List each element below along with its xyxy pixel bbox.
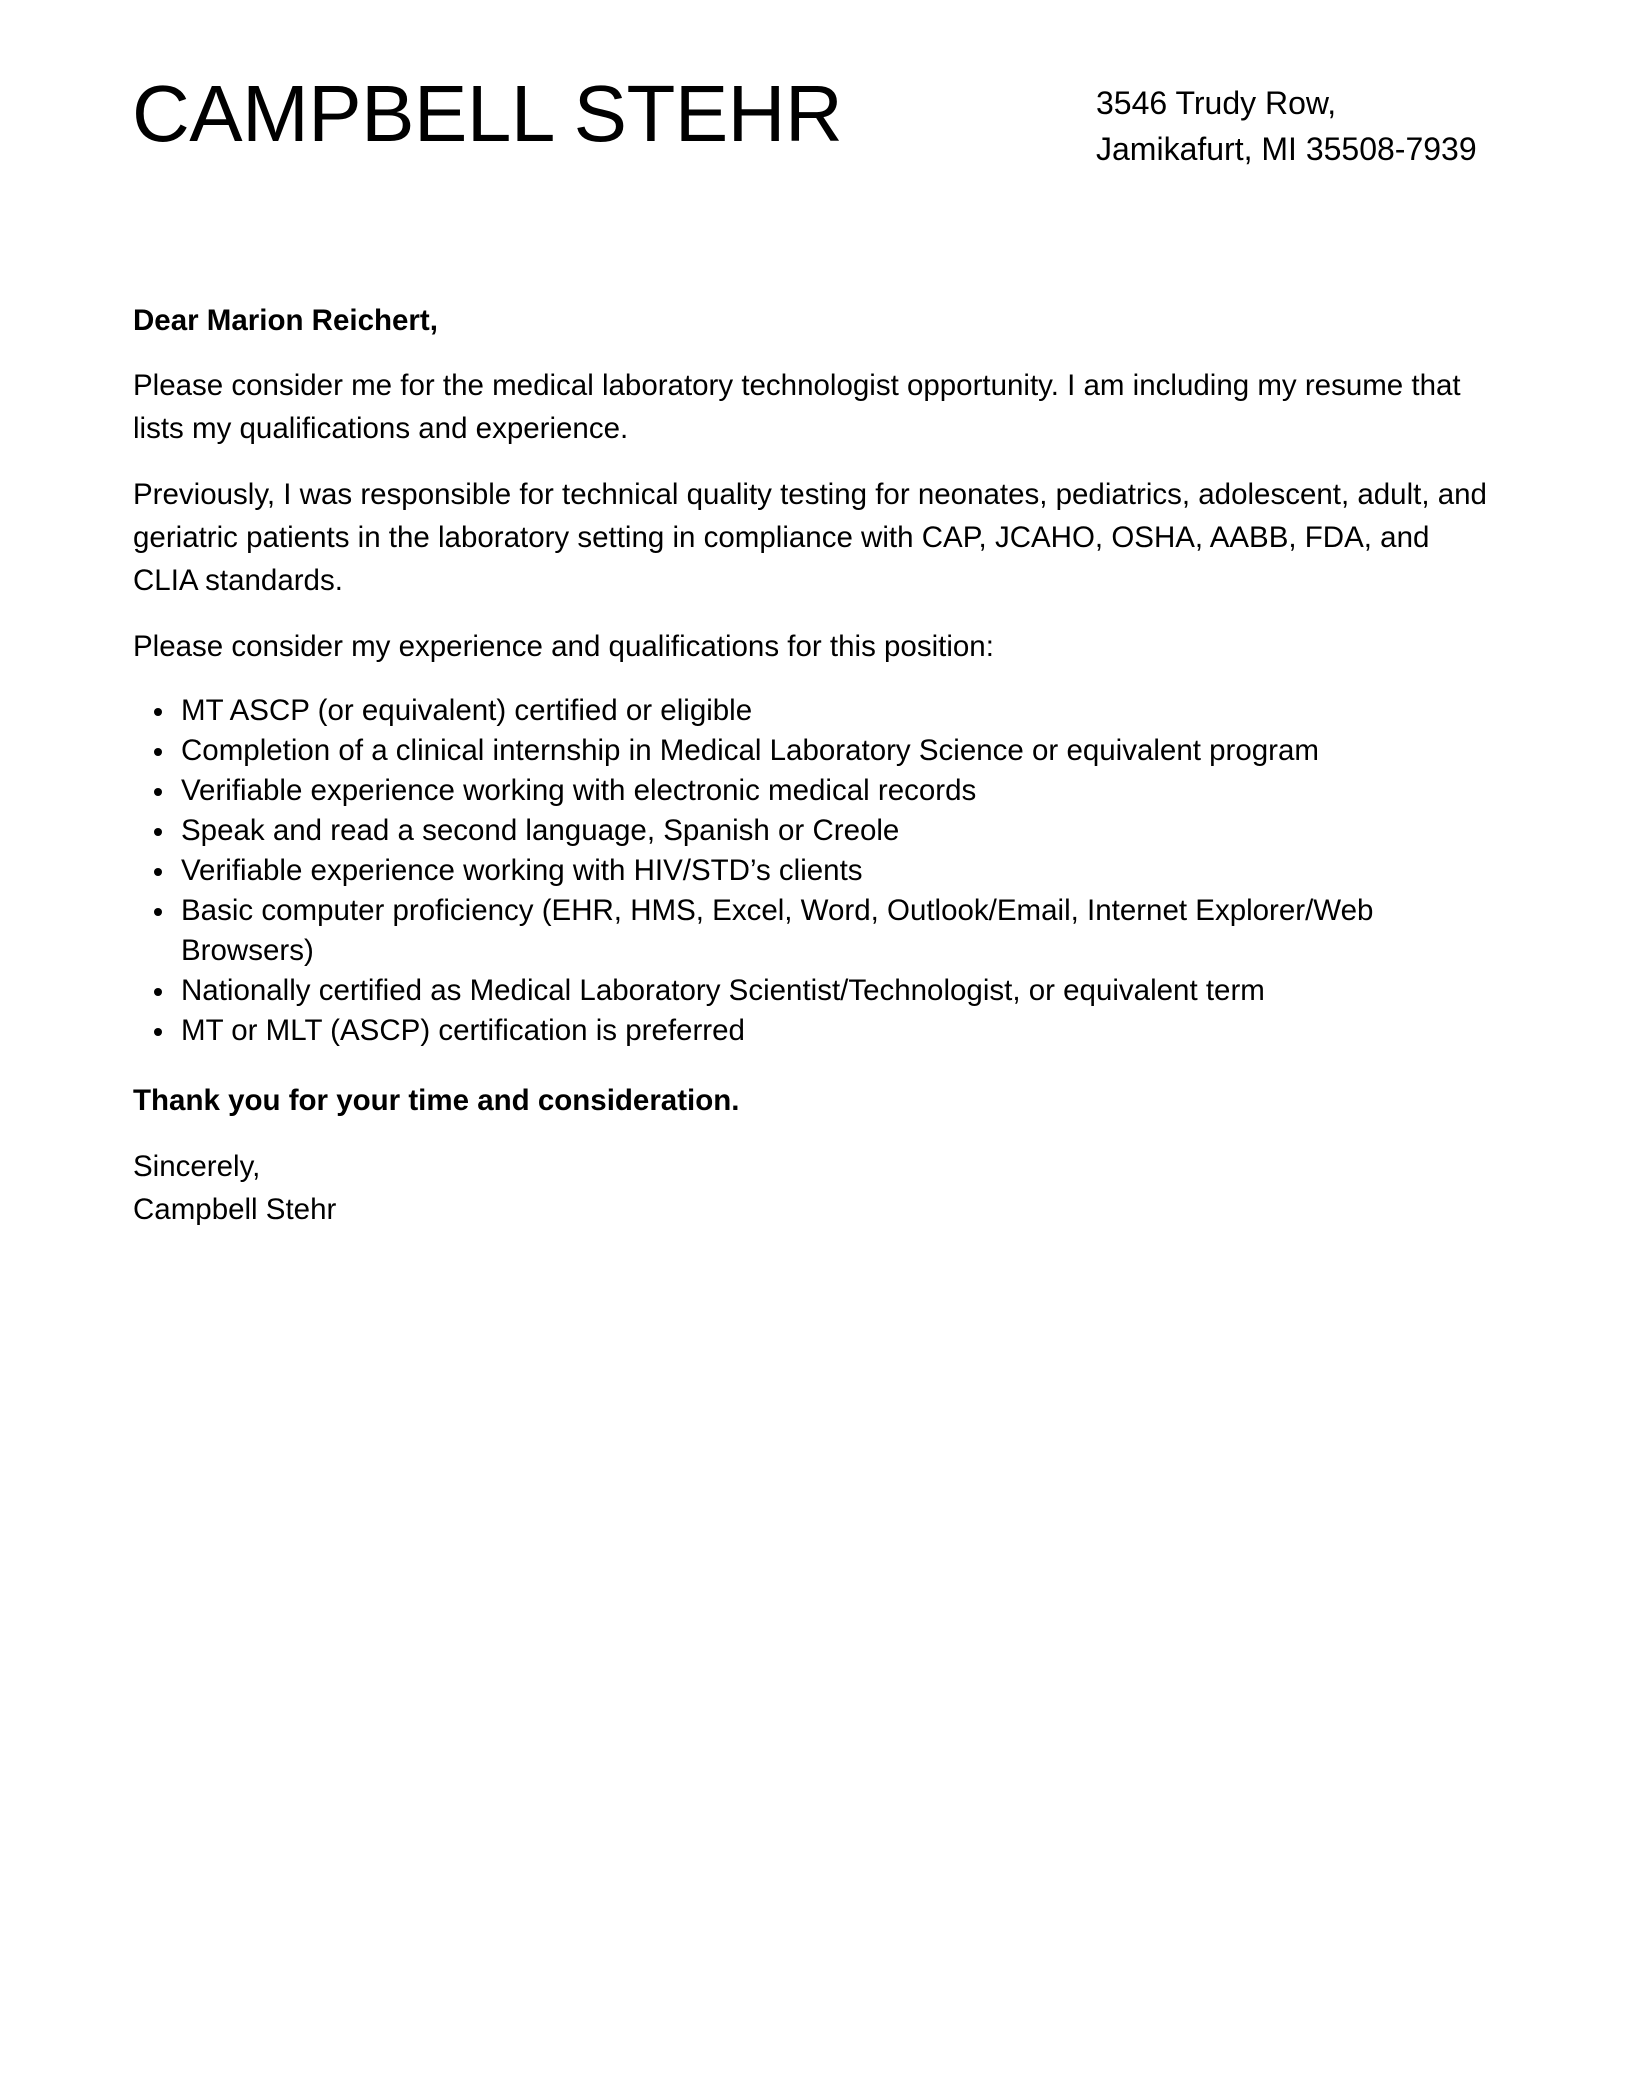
closing-salutation: Sincerely, <box>133 1150 261 1183</box>
closing-block <box>133 1145 1493 1231</box>
letter-body <box>133 299 1493 1231</box>
list-item: Nationally certified as Medical Laboratory Scientist/Technologist, or equivalent term <box>133 971 1493 1011</box>
list-item: Basic computer proficiency (EHR, HMS, Excel, Word, Outlook/Email, Internet Explorer/Web Browsers) <box>133 891 1493 971</box>
list-item: Speak and read a second language, Spanish or Creole <box>133 811 1493 851</box>
experience-paragraph: Previously, I was responsible for technical quality testing for neonates, pediatrics, adolescent, adult, and geriatric patients in the laboratory setting in compliance with CAP, JCAHO, OSHA, AABB, FDA, and CLIA standards. <box>133 478 1487 597</box>
qualifications-list <box>133 691 1493 1051</box>
list-item: Verifiable experience working with electronic medical records <box>133 771 1493 811</box>
qualifications-intro: Please consider my experience and qualifications for this position: <box>133 630 994 663</box>
thank-you-line: Thank you for your time and consideration. <box>133 1084 740 1117</box>
applicant-address <box>1096 80 1477 172</box>
list-item: Verifiable experience working with HIV/STD’s clients <box>133 851 1493 891</box>
list-item: MT or MLT (ASCP) certification is preferred <box>133 1011 1493 1051</box>
greeting: Dear Marion Reichert, <box>133 304 438 337</box>
address-line-2: Jamikafurt, MI 35508-7939 <box>1096 131 1477 167</box>
signature-name: Campbell Stehr <box>133 1193 337 1226</box>
list-item: Completion of a clinical internship in Medical Laboratory Science or equivalent program <box>133 731 1493 771</box>
applicant-name: CAMPBELL STEHR <box>132 69 843 158</box>
address-line-1: 3546 Trudy Row, <box>1096 85 1337 121</box>
list-item: MT ASCP (or equivalent) certified or eligible <box>133 691 1493 731</box>
intro-paragraph: Please consider me for the medical laboratory technologist opportunity. I am including my resume that lists my qualifications and experience. <box>133 369 1461 445</box>
